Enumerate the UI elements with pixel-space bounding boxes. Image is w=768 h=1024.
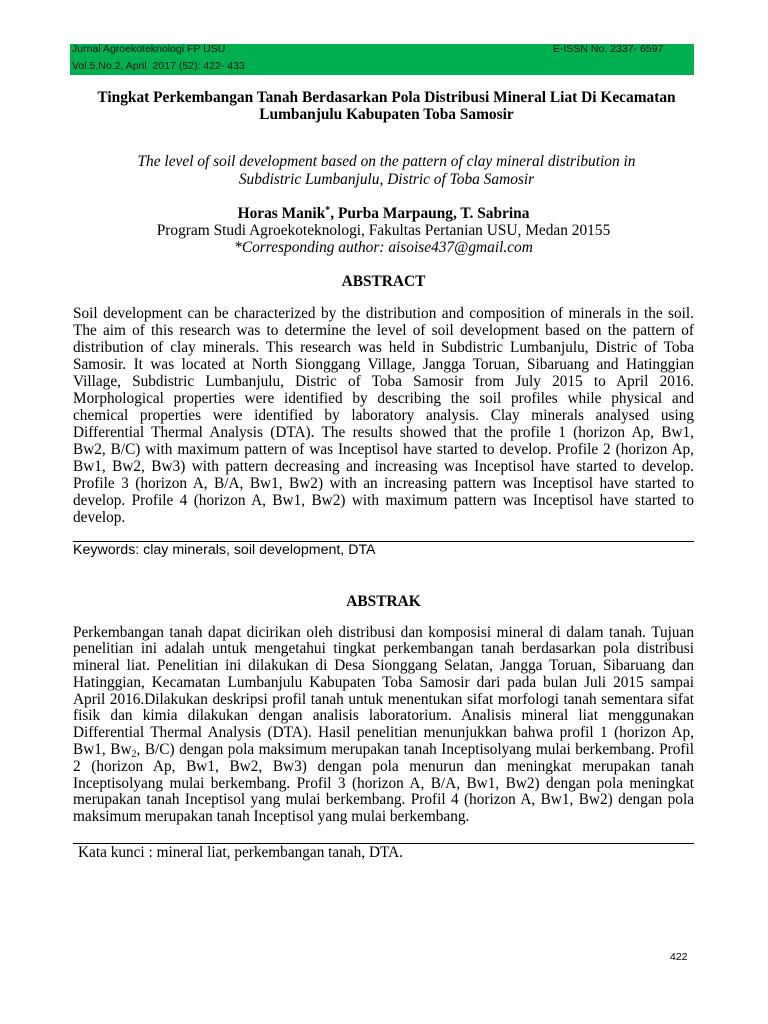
abstrak-line: penelitian ini adalah untuk mengetahui tingkat perkembangan tanah berdasarkan pola distribusi [73, 640, 694, 658]
title-indonesian [76, 89, 697, 123]
abstract-line: Profile 3 (horizon A, B/A, Bw1, Bw2) with an increasing pattern was Inceptisol have started to [73, 474, 694, 492]
abstrak-heading: ABSTRAK [346, 592, 421, 610]
author-first: Horas Manik [237, 204, 326, 222]
issn: E-ISSN No. 2337- 6597 [553, 43, 664, 55]
title-id-line: Tingkat Perkembangan Tanah Berdasarkan Pola Distribusi Mineral Liat Di Kecamatan [97, 88, 676, 106]
abstrak-line: Differential Thermal Analysis (DTA). Hasil penelitian menunjukkan bahwa profil 1 (horizon Ap, [73, 724, 694, 742]
abstract-line: Bw2, B/C) with maximum pattern of was Inceptisol have started to develop. Profile 2 (horizon Ap, [73, 440, 694, 458]
affiliation: Program Studi Agroekoteknologi, Fakultas Pertanian USU, Medan 20155 [156, 221, 611, 239]
corresponding-author: *Corresponding author: aisoise437@gmail.com [234, 238, 533, 256]
abstract-line: Bw1, Bw2, Bw3) with pattern decreasing and increasing was Inceptisol have started to develop. [73, 457, 694, 475]
abstract-line: Differential Thermal Analysis (DTA). The results showed that the profile 1 (horizon Ap, Bw1, [73, 423, 694, 441]
abstrak-line: Hatinggian, Kecamatan Lumbanjulu Kabupaten Toba Samosir dari pada bulan Juli 2015 sampai [73, 673, 694, 691]
abstract-line: Morphological properties were identified by describing the soil profiles while physical and [73, 389, 694, 407]
author-names [73, 205, 694, 222]
author-rest: , Purba Marpaung, T. Sabrina [330, 204, 530, 222]
abstrak-line: April 2016.Dilakukan deskripsi profil tanah untuk menentukan sifat morfologi tanah sementara sifat [73, 690, 694, 708]
journal-name: Jurnal Agroekoteknologi FP USU [72, 43, 226, 55]
abstrak-line: merupakan tanah Inceptisol yang mulai berkembang. Profil 4 (horizon A, Bw1, Bw2) dengan pola [73, 791, 694, 809]
kata-kunci: Kata kunci : mineral liat, perkembangan tanah, DTA. [78, 843, 403, 861]
abstrak-line: Inceptisolyang mulai berkembang. Profil 3 (horizon A, B/A, Bw1, Bw2) dengan pola meningkat [73, 774, 694, 792]
abstract-line: The aim of this research was to determine the level of soil development based on the pattern of [73, 321, 694, 339]
abstrak-line: 2 (horizon Ap, Bw1, Bw2, Bw3) dengan pola menurun dan meningkat merupakan tanah [73, 757, 694, 775]
abstrak-line-part: Bw1, Bw [73, 741, 132, 759]
authors-block [73, 205, 694, 256]
abstrak-line [73, 742, 694, 759]
page-number: 422 [670, 951, 688, 963]
abstract-line: Village, Subdistric Lumbanjulu, Distric of Toba Samosir from July 2015 to April 2016. [73, 372, 694, 390]
abstrak-line: Perkembangan tanah dapat dicirikan oleh distribusi dan komposisi mineral di dalam tanah. Tujuan [73, 623, 694, 641]
abstrak-line-part: , B/C) dengan pola maksimum merupakan tanah Inceptisolyang mulai berkembang. Profil [136, 741, 694, 759]
abstract-line: Samosir. It was located at North Sionggang Village, Jangga Toruan, Sibaruang and Hatinggian [73, 355, 694, 373]
abstract-line: distribution of clay minerals. This research was held in Subdistric Lumbanjulu, Distric of Toba [73, 338, 694, 356]
abstract-line: develop. Profile 4 (horizon A, Bw1, Bw2) with maximum pattern was Inceptisol have started to [73, 491, 694, 509]
title-id-line: Lumbanjulu Kabupaten Toba Samosir [259, 105, 514, 123]
abstract-heading: ABSTRACT [341, 272, 426, 290]
abstract-line: develop. [73, 508, 126, 526]
abstrak-line: maksimum merupakan tanah Inceptisol yang mulai berkembang. [73, 808, 470, 826]
keywords: Keywords: clay minerals, soil development, DTA [73, 541, 376, 558]
volume-info: Vol.5.No.2, April 2017 (52): 422- 433 [72, 60, 245, 72]
corresponding-mark: * [325, 204, 331, 216]
title-en-line: Subdistric Lumbanjulu, Distric of Toba Samosir [238, 171, 535, 188]
abstrak-line: fisik dan kimia dilakukan dengan analisis laboratorium. Analisis mineral liat menggunakan [73, 707, 694, 725]
subscript: 2 [131, 749, 137, 761]
abstract-line: Soil development can be characterized by the distribution and composition of minerals in the soil. [73, 304, 694, 322]
abstract-line: chemical properties were identified by laboratory analysis. Clay minerals analysed using [73, 406, 694, 424]
title-english [76, 153, 697, 189]
abstrak-body [73, 625, 694, 827]
abstrak-line: mineral liat. Penelitian ini dilakukan di Desa Sionggang Selatan, Jangga Toruan, Sibaruang dan [73, 657, 694, 675]
title-en-line: The level of soil development based on the pattern of clay mineral distribution in [137, 153, 636, 170]
abstract-body [73, 305, 694, 526]
